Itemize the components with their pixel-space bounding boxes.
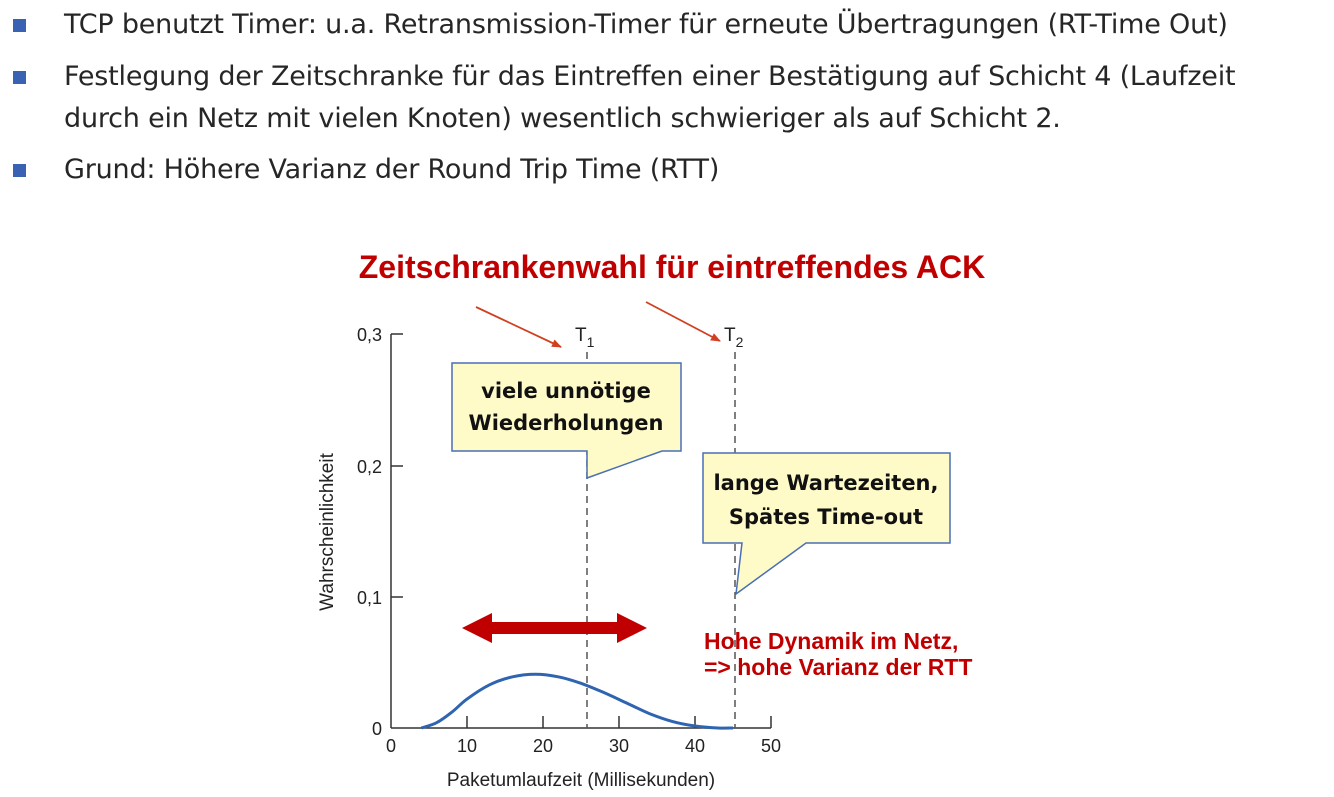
- callout-long-wait: [703, 453, 950, 594]
- callout-text: viele unnötige: [481, 379, 651, 403]
- x-tick-label: 50: [760, 736, 782, 756]
- t2-label: $T_2$: [724, 325, 744, 350]
- bullet-text-continuation: durch ein Netz mit vielen Knoten) wesentlich schwieriger als auf Schicht 2.: [64, 103, 1061, 134]
- x-ticks: [386, 716, 781, 756]
- y-tick-label: 0,2: [356, 457, 382, 477]
- callout-text: Wiederholungen: [468, 411, 664, 435]
- dynamics-note: Hohe Dynamik im Netz,: [704, 628, 959, 654]
- t1-label: $T_1$: [575, 325, 595, 350]
- callout-unnecessary-retransmissions: [452, 363, 681, 478]
- figure-title: Zeitschrankenwahl für eintreffendes ACK: [358, 249, 986, 285]
- y-tick-label: 0,3: [356, 325, 382, 345]
- callout-text: Spätes Time-out: [728, 505, 924, 529]
- dynamics-note: => hohe Varianz der RTT: [704, 654, 973, 680]
- variance-double-arrow: [462, 613, 647, 643]
- t1-pointer-arrow: [476, 307, 561, 347]
- t2-pointer-arrow: [646, 302, 720, 341]
- y-tick-label: 0,1: [356, 588, 382, 608]
- x-tick-label: 20: [532, 736, 554, 756]
- x-tick-label: 30: [608, 736, 630, 756]
- x-axis-label: Paketumlaufzeit (Millisekunden): [446, 770, 716, 791]
- bullet-text: TCP benutzt Timer: u.a. Retransmission-Timer für erneute Übertragungen (RT-Time Out): [64, 9, 1228, 40]
- rtt-distribution-curve: [421, 674, 733, 728]
- bullet-text: Festlegung der Zeitschranke für das Eintreffen einer Bestätigung auf Schicht 4 (Laufzeit: [64, 61, 1236, 92]
- y-ticks: [357, 325, 403, 739]
- x-tick-label: 10: [456, 736, 478, 756]
- y-tick-label: 0: [371, 719, 382, 739]
- y-axis-label: Wahrscheinlichkeit: [317, 453, 338, 611]
- callout-text: lange Wartezeiten,: [713, 471, 939, 495]
- bullet-text: Grund: Höhere Varianz der Round Trip Time (RTT): [64, 154, 720, 185]
- x-tick-label: 0: [385, 736, 397, 756]
- x-tick-label: 40: [684, 736, 706, 756]
